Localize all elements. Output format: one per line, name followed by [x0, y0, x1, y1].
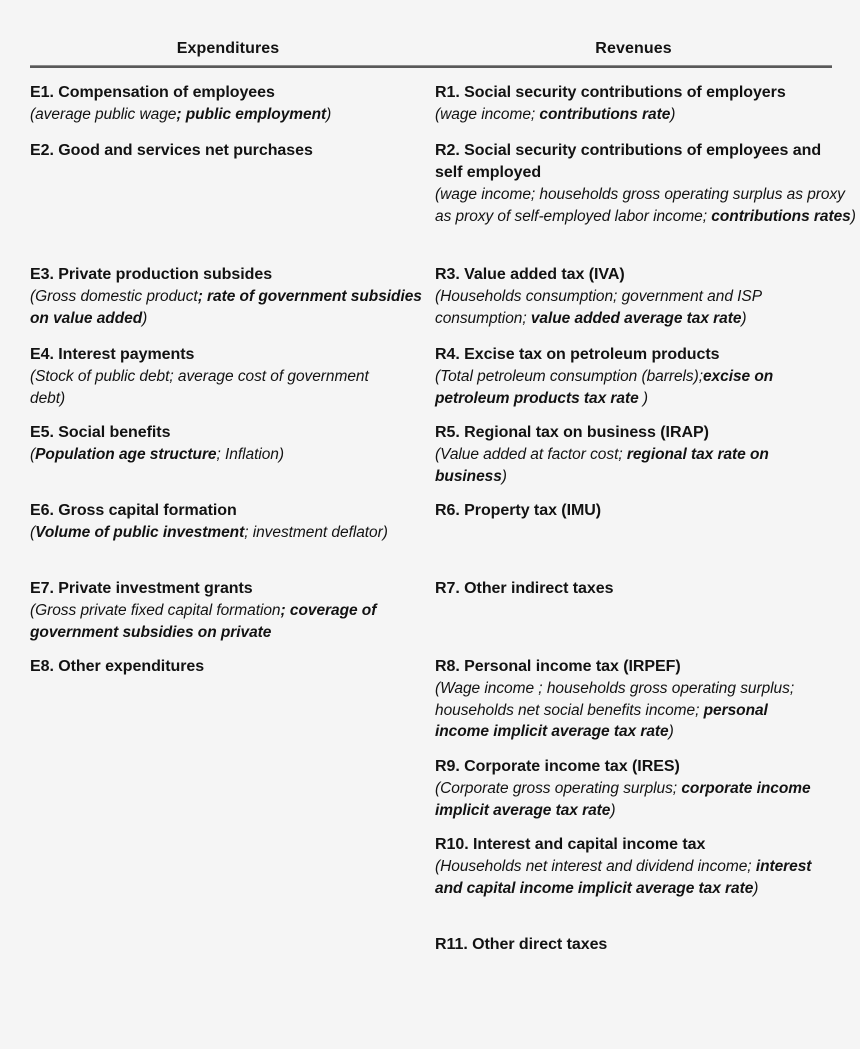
- entry-r10-detail-bold: interest and capital income implicit average tax rate: [435, 858, 812, 897]
- entry-r9-title: R9. Corporate income tax (IRES): [435, 758, 680, 775]
- entry-e3-detail-plain-2: ): [142, 309, 148, 327]
- entry-r6-title: R6. Property tax (IMU): [435, 502, 602, 519]
- column-header-expenditures: Expenditures: [176, 40, 280, 57]
- entry-r1-detail: [435, 104, 855, 126]
- entry-r2-detail-bold: contributions rates: [711, 207, 851, 225]
- entry-e5-detail: [30, 444, 430, 466]
- entry-e1-detail-plain-2: ): [326, 106, 332, 123]
- entry-r4-detail-bold: excise on petroleum products tax rate: [435, 368, 774, 407]
- entry-r7: [435, 578, 855, 600]
- entry-e1-detail-bold: ; public employment: [176, 106, 327, 123]
- entry-e5-title: E5. Social benefits: [30, 424, 171, 441]
- entry-e3-detail: [30, 286, 422, 329]
- entry-r9-detail-bold: corporate income implicit average tax rate: [435, 780, 811, 819]
- entry-e7-detail-bold: ; coverage of government subsidies on private: [30, 602, 377, 641]
- column-header-revenues: Revenues: [595, 40, 672, 57]
- entry-r5: [435, 422, 807, 487]
- entry-r2: [435, 140, 856, 227]
- entry-e2: [30, 140, 430, 162]
- entry-e7-detail-plain-1: (Gross private fixed capital formation: [30, 602, 281, 619]
- entry-r4: [435, 344, 833, 409]
- header-divider-rule: [30, 65, 832, 68]
- entry-r2-detail-plain-1: (wage income; households gross operating surplus as proxy as proxy of self-employed labor income;: [435, 186, 845, 225]
- entry-r8-detail: [435, 678, 795, 743]
- entry-e1-detail-plain-1: (average public wage: [30, 106, 177, 123]
- entry-r2-detail-plain-2: ): [850, 207, 856, 225]
- entry-r10-detail-plain-1: (Households net interest and dividend income;: [435, 858, 756, 875]
- entry-r4-detail: [435, 366, 833, 409]
- entry-r3-detail-bold: value added average tax rate: [530, 309, 742, 327]
- entry-e4-detail-plain-1: (Stock of public debt; average cost of government debt): [30, 368, 369, 407]
- entry-r1-detail-plain-1: (wage income;: [435, 106, 540, 123]
- entry-e6-title: E6. Gross capital formation: [30, 502, 237, 519]
- entry-r5-detail: [435, 444, 807, 487]
- entry-e4-title: E4. Interest payments: [30, 346, 195, 363]
- entry-e6-detail-plain-1: (: [30, 524, 36, 541]
- entry-e2-title: E2. Good and services net purchases: [30, 142, 313, 159]
- entry-r1-title: R1. Social security contributions of employers: [435, 84, 786, 101]
- entry-r4-title: R4. Excise tax on petroleum products: [435, 346, 720, 363]
- entry-e3: [30, 264, 422, 329]
- entry-e3-detail-plain-1: (Gross domestic product: [30, 288, 198, 305]
- entry-e7-title: E7. Private investment grants: [30, 580, 253, 597]
- entry-r3-detail-plain-2: ): [741, 309, 747, 327]
- entry-r4-detail-plain-1: (Total petroleum consumption (barrels);: [435, 368, 703, 385]
- entry-r8-detail-bold: personal income implicit average tax rate: [435, 701, 768, 740]
- entry-r8-detail-plain-2: ): [668, 723, 674, 740]
- entry-e6-detail-plain-2: ; investment deflator): [244, 524, 388, 541]
- entry-r9-detail-plain-2: ): [610, 801, 616, 819]
- entry-r8: [435, 656, 795, 743]
- entry-r8-detail-plain-1: (Wage income ; households gross operating surplus; households net social benefits income;: [435, 680, 795, 719]
- entry-r3-detail-plain-1: (Households consumption; government and ISP consumption;: [435, 288, 762, 327]
- entry-r11-title: R11. Other direct taxes: [435, 936, 608, 953]
- entry-e5: [30, 422, 430, 466]
- entry-r3-title: R3. Value added tax (IVA): [435, 266, 625, 283]
- entry-e4-detail: [30, 366, 370, 409]
- entry-e5-detail-plain-1: (: [30, 446, 36, 463]
- entry-e5-detail-plain-2: ; Inflation): [216, 446, 284, 463]
- entry-e3-detail-bold: ; rate of government subsidies on value added: [30, 288, 422, 327]
- entry-r2-detail: [435, 184, 859, 227]
- entry-e4: [30, 344, 370, 409]
- entry-r1-detail-plain-2: ): [670, 106, 676, 123]
- entry-r2-title: R2. Social security contributions of employees and self employed: [435, 142, 822, 181]
- entry-r5-detail-plain-1: (Value added at factor cost;: [435, 446, 627, 463]
- entry-r9: [435, 756, 815, 821]
- entry-r10-detail-plain-2: ): [753, 879, 759, 897]
- entry-e6-detail: [30, 522, 405, 544]
- entry-r5-title: R5. Regional tax on business (IRAP): [435, 424, 709, 441]
- entry-e6: [30, 500, 405, 544]
- entry-r11: [435, 934, 855, 956]
- entry-r6: [435, 500, 855, 522]
- entry-r9-detail: [435, 778, 815, 821]
- entry-e1-detail: [30, 104, 430, 126]
- entry-e6-detail-bold: Volume of public investment: [35, 524, 245, 541]
- entry-e1: [30, 82, 430, 126]
- entry-e1-title: E1. Compensation of employees: [30, 84, 275, 101]
- entry-e3-title: E3. Private production subsides: [30, 266, 273, 283]
- table-header-row: [0, 38, 860, 60]
- entry-r10-title: R10. Interest and capital income tax: [435, 836, 706, 853]
- entry-r3: [435, 264, 827, 329]
- entry-r10: [435, 834, 815, 899]
- entry-e8: [30, 656, 430, 678]
- entry-r7-title: R7. Other indirect taxes: [435, 580, 614, 597]
- entry-r1-detail-bold: contributions rate: [539, 106, 671, 123]
- entry-r8-title: R8. Personal income tax (IRPEF): [435, 658, 681, 675]
- entry-r9-detail-plain-1: (Corporate gross operating surplus;: [435, 780, 682, 797]
- entry-r4-detail-plain-2: ): [638, 389, 649, 407]
- entry-e7-detail: [30, 600, 438, 643]
- entry-r1: [435, 82, 855, 126]
- entry-e8-title: E8. Other expenditures: [30, 658, 205, 675]
- entry-r3-detail: [435, 286, 827, 329]
- entry-r5-detail-plain-2: ): [501, 467, 507, 485]
- entry-e7: [30, 578, 438, 643]
- entry-r10-detail: [435, 856, 815, 899]
- entry-r5-detail-bold: regional tax rate on business: [435, 446, 769, 485]
- entry-e5-detail-bold: Population age structure: [35, 446, 217, 463]
